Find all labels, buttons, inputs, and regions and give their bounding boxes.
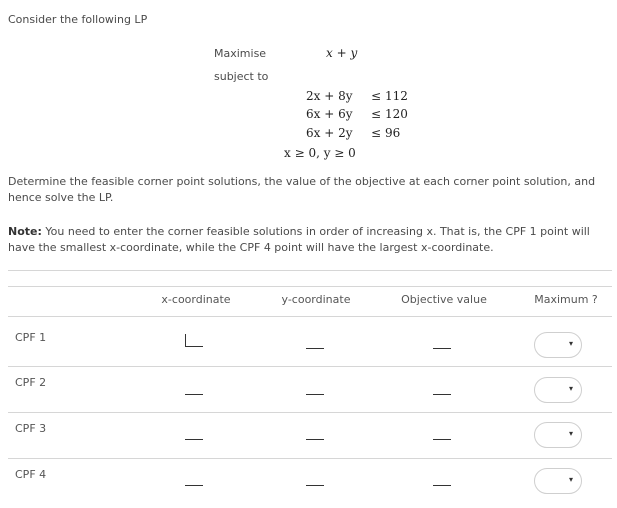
constraint-lhs: 6x + 6y xyxy=(306,107,353,121)
text-cursor xyxy=(185,334,186,346)
y-coordinate-input[interactable] xyxy=(306,439,324,440)
caret-down-icon: ▾ xyxy=(568,384,573,393)
instruction-line-1: Determine the feasible corner point solutions, the value of the objective at each corner point solution, and xyxy=(8,175,596,188)
maximise-label: Maximise xyxy=(214,47,267,60)
y-coordinate-input[interactable] xyxy=(306,394,324,395)
objective-value-input[interactable] xyxy=(433,394,451,395)
divider xyxy=(8,366,612,367)
divider xyxy=(8,458,612,459)
constraint-lhs: 2x + 8y xyxy=(306,89,353,103)
divider xyxy=(8,316,612,317)
note-label: Note: xyxy=(8,225,42,238)
note-line-2: have the smallest x-coordinate, while the CPF 4 point will have the largest x-coordinate. xyxy=(8,241,494,254)
header-x-coordinate: x-coordinate xyxy=(161,293,231,306)
constraint-op: ≤ xyxy=(371,107,382,121)
note-line-1 xyxy=(8,225,590,238)
row-label: CPF 3 xyxy=(15,422,47,435)
row-label: CPF 2 xyxy=(15,376,47,389)
x-coordinate-input[interactable] xyxy=(185,439,203,440)
objective-value-input[interactable] xyxy=(433,439,451,440)
objective-value-input[interactable] xyxy=(433,348,451,349)
caret-down-icon: ▾ xyxy=(568,475,573,484)
header-maximum: Maximum ? xyxy=(534,293,598,306)
y-coordinate-input[interactable] xyxy=(306,485,324,486)
caret-down-icon: ▾ xyxy=(568,339,573,348)
row-label: CPF 4 xyxy=(15,468,47,481)
maximum-select[interactable] xyxy=(534,422,582,448)
constraint-op: ≤ xyxy=(371,89,382,103)
x-coordinate-input[interactable] xyxy=(185,346,203,347)
instruction-line-2: hence solve the LP. xyxy=(8,191,114,204)
intro-text: Consider the following LP xyxy=(8,13,148,26)
constraint-rhs: 120 xyxy=(385,107,408,121)
divider xyxy=(8,270,612,271)
y-coordinate-input[interactable] xyxy=(306,348,324,349)
nonnegativity-constraint: x ≥ 0, y ≥ 0 xyxy=(284,146,356,160)
objective-expression: x + y xyxy=(326,46,358,60)
constraint-rhs: 112 xyxy=(385,89,408,103)
caret-down-icon: ▾ xyxy=(568,429,573,438)
row-label: CPF 1 xyxy=(15,331,47,344)
divider xyxy=(8,412,612,413)
maximum-select[interactable] xyxy=(534,332,582,358)
divider xyxy=(8,286,612,287)
constraint-rhs: 96 xyxy=(385,126,401,140)
header-y-coordinate: y-coordinate xyxy=(281,293,351,306)
constraint-op: ≤ xyxy=(371,126,382,140)
subject-to-label: subject to xyxy=(214,70,269,83)
header-objective-value: Objective value xyxy=(401,293,487,306)
note-text-1: You need to enter the corner feasible solutions in order of increasing x. That is, the CPF 1 point will xyxy=(45,225,590,238)
objective-value-input[interactable] xyxy=(433,485,451,486)
x-coordinate-input[interactable] xyxy=(185,485,203,486)
maximum-select[interactable] xyxy=(534,377,582,403)
maximum-select[interactable] xyxy=(534,468,582,494)
constraint-lhs: 6x + 2y xyxy=(306,126,353,140)
x-coordinate-input[interactable] xyxy=(185,394,203,395)
